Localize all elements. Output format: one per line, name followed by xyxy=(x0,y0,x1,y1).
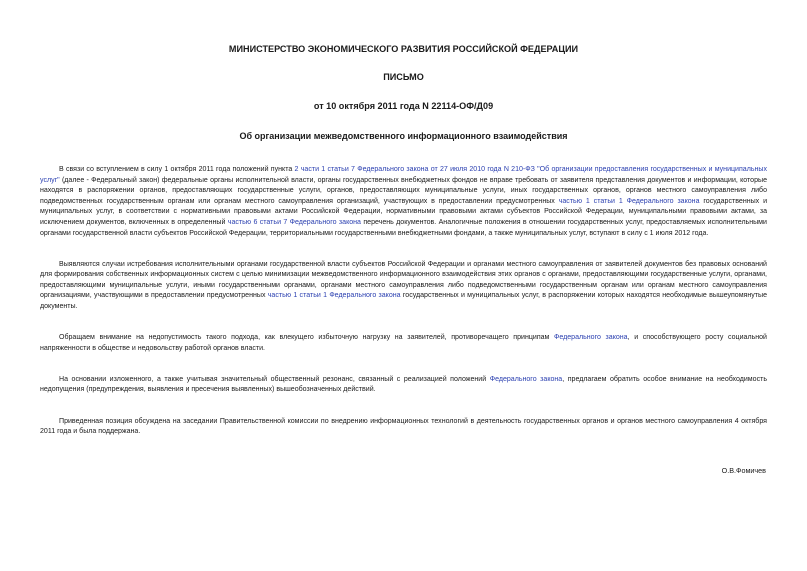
document-body xyxy=(40,165,767,438)
document-subject: Об организации межведомственного информационного взаимодействия xyxy=(239,131,568,141)
document-number: от 10 октября 2011 года N 22114-ОФ/Д09 xyxy=(313,101,494,111)
paragraph-text: На основании изложенного, а также учитывая значительный общественный резонанс, связанный с реализацией положений xyxy=(59,375,490,383)
paragraph-text: В связи со вступлением в силу 1 октября 2011 года положений пункта xyxy=(59,166,295,173)
ministry-heading: МИНИСТЕРСТВО ЭКОНОМИЧЕСКОГО РАЗВИТИЯ РОССИЙСКОЙ ФЕДЕРАЦИИ xyxy=(228,44,579,54)
paragraph-2 xyxy=(40,260,767,313)
law-link-federal-law[interactable]: Федерального закона xyxy=(554,334,628,342)
paragraph-text: перечень документов. Аналогичные положения в отношении государственных услуг, предоставляемых исполнительными органами государственной власти субъектов Российской Федерации, территориальными государственными внебюджетными фондами, а также муниципальных услуг, вступают в силу с 1 июля 2012 года. xyxy=(40,218,767,237)
law-link-part6-art7[interactable]: частью 6 статьи 7 Федерального закона xyxy=(227,218,361,226)
paragraph-3 xyxy=(40,333,767,354)
law-link-part1-art1[interactable]: частью 1 статьи 1 Федерального закона xyxy=(558,197,700,205)
paragraph-text: Приведенная позиция обсуждена на заседании Правительственной комиссии по внедрению информационных технологий в деятельность государственных органов и органов местного самоуправления 4 октября 2011 года и была поддержана. xyxy=(40,417,767,436)
paragraph-text: (далее - Федеральный закон) федеральные органы исполнительной власти, органы государственных внебюджетных фондов не вправе требовать от заявителя представления документов и информации, которые находятся в распоряжении органов, предоставляющих государственные услуги, органов, предоставляющих муниципальные услуги, иных государственных органов, органов местного самоуправления либо подведомственных государственным органам или органам местного самоуправления организаций, участвующих в предоставлении предусмотренных xyxy=(40,176,767,205)
document-type: ПИСЬМО xyxy=(383,72,424,82)
paragraph-text: государственных и муниципальных услуг, в соответствии с нормативными правовыми актами Российской Федерации, нормативными правовыми актами субъектов Российской Федерации, муниципальными правовыми актами, за исключением документов, включенных в определенный xyxy=(40,197,768,226)
paragraph-text: Выявляются случаи истребования исполнительными органами государственной власти субъектов Российской Федерации и органами местного самоуправления от заявителей документов без правовых оснований для формирования собственных информационных систем с целью минимизации межведомственного информационного взаимодействия этих органов с органами, предоставляющими государственные услуги, органами, предоставляющими муниципальные услуги, иными государственными органами, органами местного самоуправления либо подведомственными государственным органам или органам местного самоуправления организациями, участвующими в предоставлении предусмотренных xyxy=(40,260,767,300)
law-link-federal-law[interactable]: Федерального закона xyxy=(489,375,563,383)
paragraph-text: Обращаем внимание на недопустимость такого подхода, как влекущего избыточную нагрузку на заявителей, противоречащего принципам xyxy=(59,334,555,342)
paragraph-text: государственных и муниципальных услуг, в распоряжении которых находятся необходимые вышеупомянутые документы. xyxy=(40,292,767,311)
paragraph-text: , и способствующего росту социальной напряженности в обществе и недовольству работой органов власти. xyxy=(40,334,767,352)
signature: О.В.Фомичев xyxy=(721,465,766,475)
paragraph-1 xyxy=(40,165,767,239)
law-link-210fz[interactable]: 2 части 1 статьи 7 Федерального закона от 27 июля 2010 года N 210-ФЗ "Об организации предоставления государственных и муниципальных услуг" xyxy=(40,166,767,184)
law-link-part1-art1[interactable]: частью 1 статьи 1 Федерального закона xyxy=(267,292,401,300)
paragraph-text: , предлагаем обратить особое внимание на необходимость недопущения (предупреждения, выявления и пресечения выявленных) вышеобозначенных действий. xyxy=(40,375,767,394)
paragraph-4 xyxy=(40,375,767,396)
paragraph-5 xyxy=(40,417,767,438)
